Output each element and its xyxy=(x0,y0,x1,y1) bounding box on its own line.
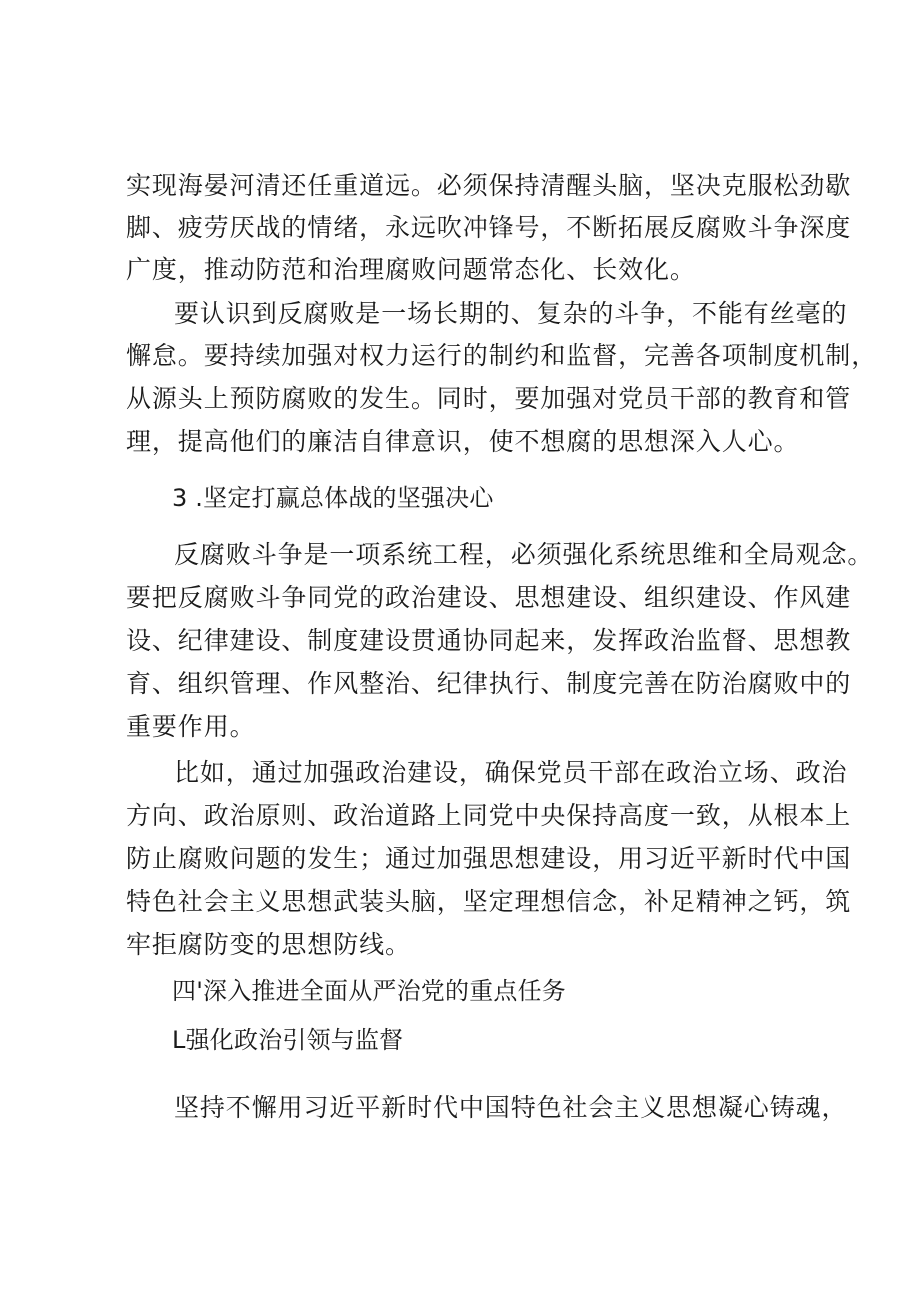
paragraph-4-line-5: 牢拒腐防变的思想防线。 xyxy=(126,930,411,959)
paragraph-2-line-3: 从源头上预防腐败的发生。同时，要加强对党员干部的教育和管 xyxy=(126,384,852,413)
paragraph-2-line-4: 理，提高他们的廉洁自律意识，使不想腐的思想深入人心。 xyxy=(126,427,800,456)
paragraph-4-line-4: 特色社会主义思想武装头脑，坚定理想信念，补足精神之钙，筑 xyxy=(126,887,852,916)
paragraph-4-line-3: 防止腐败问题的发生；通过加强思想建设，用习近平新时代中国 xyxy=(126,844,852,873)
section-heading-3: 3 .坚定打赢总体战的坚强决心 xyxy=(172,484,494,512)
subsection-heading-4-1: L强化政治引领与监督 xyxy=(172,1026,404,1054)
paragraph-1-line-3: 广度，推动防范和治理腐败问题常态化、长效化。 xyxy=(126,255,696,284)
paragraph-3-line-5: 重要作用。 xyxy=(126,712,256,741)
paragraph-3-line-4: 育、组织管理、作风整治、纪律执行、制度完善在防治腐败中的 xyxy=(126,669,852,698)
paragraph-3-line-3: 设、纪律建设、制度建设贯通协同起来，发挥政治监督、思想教 xyxy=(126,626,852,655)
paragraph-2-line-1: 要认识到反腐败是一场长期的、复杂的斗争，不能有丝毫的 xyxy=(174,299,848,328)
paragraph-4-line-2: 方向、政治原则、政治道路上同党中央保持高度一致，从根本上 xyxy=(126,801,852,830)
paragraph-1-line-2: 脚、疲劳厌战的情绪，永远吹冲锋号，不断拓展反腐败斗争深度 xyxy=(126,213,852,242)
paragraph-5-line-1: 坚持不懈用习近平新时代中国特色社会主义思想凝心铸魂， xyxy=(174,1093,848,1122)
paragraph-3-line-1: 反腐败斗争是一项系统工程，必须强化系统思维和全局观念。 xyxy=(174,540,874,569)
paragraph-3-line-2: 要把反腐败斗争同党的政治建设、思想建设、组织建设、作风建 xyxy=(126,583,852,612)
section-heading-4: 四'深入推进全面从严治党的重点任务 xyxy=(172,977,566,1005)
paragraph-2-line-2: 懈怠。要持续加强对权力运行的制约和监督，完善各项制度机制， xyxy=(126,341,878,370)
paragraph-1-line-1: 实现海晏河清还任重道远。必须保持清醒头脑，坚决克服松劲歇 xyxy=(126,171,852,200)
paragraph-4-line-1: 比如，通过加强政治建设，确保党员干部在政治立场、政治 xyxy=(174,758,848,787)
